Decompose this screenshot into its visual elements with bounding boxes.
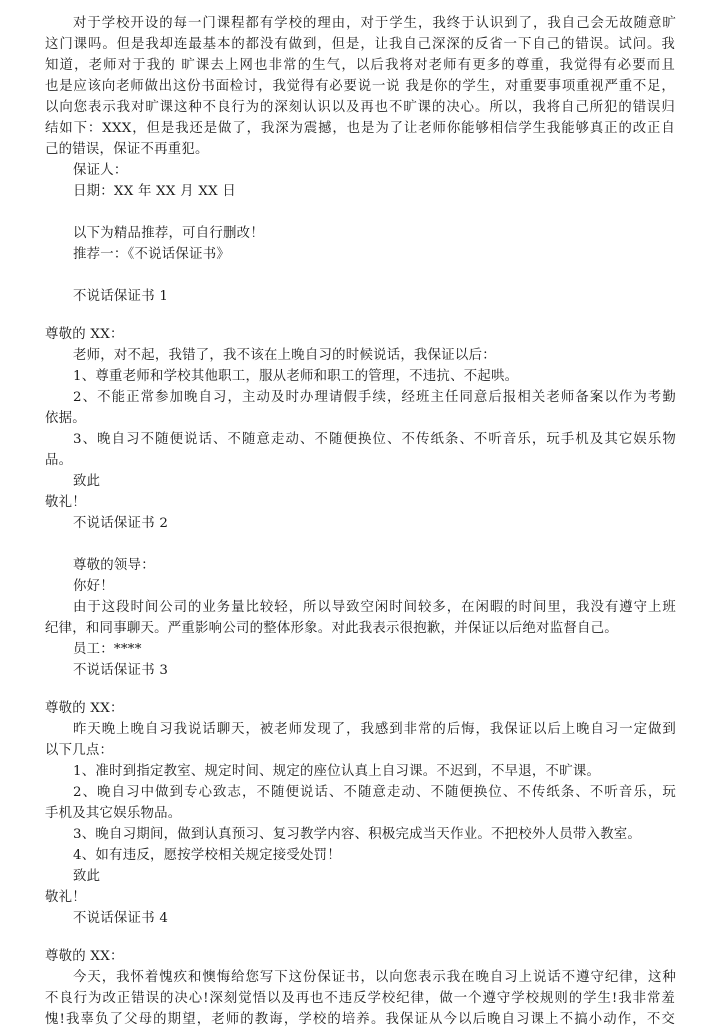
letter3-salutation: 尊敬的 XX： [45,701,124,716]
letter4-body-2: 不良行为改正错误的决心!深刻觉悟以及再也不违反学校纪律，做一个遵守学校规则的学生!我非常羞 [45,991,675,1006]
letter1-opening: 老师，对不起，我错了，我不该在上晚自习的时候说话，我保证以后： [73,348,496,363]
letter1-closing-1: 致此 [73,474,101,489]
letter4-title: 不说话保证书 4 [73,911,169,926]
intro-line-7: 己的错误，保证不再重犯。 [45,142,209,157]
letter1-item-2-cont: 依据。 [45,411,86,426]
date-line: 日期：XX 年 XX 月 XX 日 [73,184,237,199]
intro-line-3: 知道，老师对于我的 旷课去上网也非常的生气，以后我将对老师有更多的尊重，我觉得有必要而且 [45,58,675,73]
guarantor-label: 保证人： [73,163,128,178]
intro-line-5: 以向您表示我对旷课这种不良行为的深刻认识以及再也不旷课的决心。所以，我将自己所犯的错误归 [45,100,675,115]
letter1-item-1: 1、尊重老师和学校其他职工，服从老师和职工的管理，不违抗、不起哄。 [73,369,519,384]
letter1-salutation: 尊敬的 XX： [45,327,124,342]
letter2-signer: 员工：**** [73,642,142,657]
letter2-salutation: 尊敬的领导： [73,558,155,573]
letter3-opening-1: 昨天晚上晚自习我说话聊天，被老师发现了，我感到非常的后悔，我保证以后上晚自习一定做到 [73,722,676,737]
intro-line-6: 结如下：XXX，但是我还是做了，我深为震撼，也是为了让老师你能够相信学生我能够真正的改正自 [45,121,675,136]
letter3-item-4: 4、如有违反，愿按学校相关规定接受处罚！ [73,848,341,863]
letter2-greeting: 你好！ [73,579,114,594]
letter3-item-1: 1、准时到指定教室、规定时间、规定的座位认真上自习课。不迟到，不早退，不旷课。 [73,764,601,779]
letter4-salutation: 尊敬的 XX： [45,949,124,964]
letter1-closing-2: 敬礼！ [45,495,86,510]
letter2-body-1: 由于这段时间公司的业务量比较轻，所以导致空闲时间较多，在闲暇的时间里，我没有遵守上班 [73,600,676,615]
intro-line-2: 这门课吗。但是我却连最基本的都没有做到，但是，让我自己深深的反省一下自己的错误。试问。我 [45,37,675,52]
letter3-title: 不说话保证书 3 [73,663,169,678]
letter4-body-1: 今天，我怀着愧疚和懊悔给您写下这份保证书，以向您表示我在晚自习上说话不遵守纪律，这种 [73,970,676,985]
recommend-title: 推荐一：《不说话保证书》 [73,247,230,262]
letter4-body-3: 愧!我辜负了父母的期望，老师的教诲，学校的培养。我保证从今以后晚自习课上不搞小动作，不交 [45,1012,675,1027]
letter3-opening-2: 以下几点： [45,743,114,758]
letter3-closing-2: 敬礼！ [45,890,86,905]
letter2-body-2: 纪律，和同事聊天。严重影响公司的整体形象。对此我表示很抱歉，并保证以后绝对监督自己。 [45,621,618,636]
letter1-item-3-cont: 品。 [45,453,73,468]
letter3-item-2-cont: 手机及其它娱乐物品。 [45,806,182,821]
letter1-item-3: 3、晚自习不随便说话、不随意走动、不随便换位、不传纸条、不听音乐，玩手机及其它娱乐物 [73,432,676,447]
letter3-item-3: 3、晚自习期间，做到认真预习、复习教学内容、积极完成当天作业。不把校外人员带入教室。 [73,827,642,842]
letter1-item-2: 2、不能正常参加晚自习，主动及时办理请假手续，经班主任同意后报相关老师备案以作为考勤 [73,390,676,405]
letter1-title: 不说话保证书 1 [73,289,169,304]
intro-line-4: 也是应该向老师做出这份书面检讨，我觉得有必要说一说 我是你的学生，对重要事项重视严重不足， [45,79,675,94]
letter3-closing-1: 致此 [73,869,101,884]
recommend-note: 以下为精品推荐，可自行删改！ [73,226,264,241]
letter3-item-2: 2、晚自习中做到专心致志，不随便说话、不随意走动、不随便换位、不传纸条、不听音乐，玩 [73,785,676,800]
intro-line-1: 对于学校开设的每一门课程都有学校的理由，对于学生，我终于认识到了，我自己会无故随意旷 [73,16,676,31]
letter2-title: 不说话保证书 2 [73,516,169,531]
